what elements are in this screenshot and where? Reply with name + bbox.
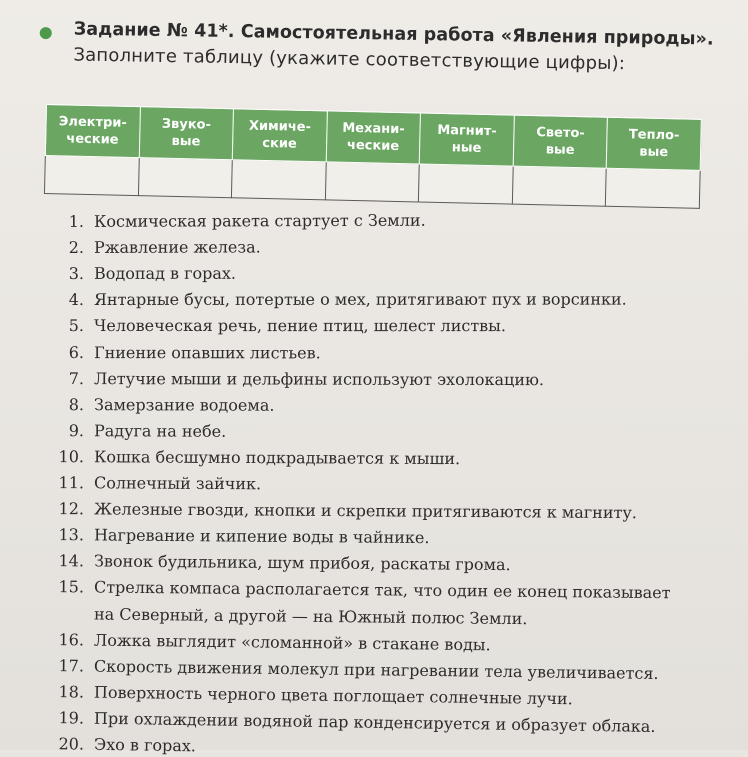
header-magnetic: Магнит- ные xyxy=(419,113,514,166)
item-number: 15. xyxy=(58,577,85,597)
answer-cell-electric[interactable] xyxy=(44,155,138,195)
answer-cell-light[interactable] xyxy=(512,166,606,206)
item-number: 19. xyxy=(58,708,85,728)
list-item xyxy=(46,289,627,311)
item-text: Солнечный зайчик. xyxy=(93,473,262,494)
item-number: 17. xyxy=(58,655,85,676)
item-number: 12. xyxy=(58,499,85,519)
list-item xyxy=(46,576,671,604)
item-text: Янтарные бусы, потертые о мех, притягивают пух и ворсинки. xyxy=(93,289,627,310)
header-thermal: Тепло- вые xyxy=(607,117,702,170)
header-chemical: Химиче- ские xyxy=(232,109,327,162)
list-item xyxy=(46,524,430,549)
item-text: Радуга на небе. xyxy=(93,420,227,441)
item-text-continuation: на Северный, а другой — на Южный полюс Земли. xyxy=(93,604,528,628)
header-mechanical: Механи- ческие xyxy=(326,111,421,164)
item-number: 8. xyxy=(68,394,85,414)
item-number: 7. xyxy=(68,368,85,388)
list-item xyxy=(46,707,656,738)
list-item xyxy=(46,681,573,710)
item-number: 2. xyxy=(68,237,85,258)
answer-cell-chemical[interactable] xyxy=(232,160,326,200)
item-number: 9. xyxy=(68,420,85,440)
item-text: Кошка бесшумно подкрадывается к мыши. xyxy=(93,447,461,468)
list-item xyxy=(46,237,261,260)
task-instruction: Заполните таблицу (укажите соответствующие цифры): xyxy=(73,44,626,75)
list-item xyxy=(46,394,275,417)
item-number: 16. xyxy=(58,629,85,650)
header-light: Свето- вые xyxy=(513,115,608,168)
task-title: Задание № 41*. Самостоятельная работа «Явления природы». xyxy=(73,18,714,50)
item-text: При охлаждении водяной пар конденсируется и образует облака. xyxy=(93,708,656,736)
answer-cell-sound[interactable] xyxy=(138,158,232,198)
item-number: 10. xyxy=(58,446,85,467)
item-number: 14. xyxy=(58,551,85,571)
item-text: Космическая ракета стартует с Земли. xyxy=(93,210,426,231)
item-number: 6. xyxy=(68,342,85,362)
item-number: 5. xyxy=(68,316,85,336)
header-electric: Электри- ческие xyxy=(45,105,140,158)
list-item xyxy=(46,368,544,391)
item-text: Замерзание водоема. xyxy=(93,394,275,415)
list-item xyxy=(46,629,491,656)
item-number: 3. xyxy=(68,264,85,284)
item-text: Поверхность черного цвета поглощает солнечные лучи. xyxy=(93,682,573,709)
item-text: Гниение опавших листьев. xyxy=(93,342,321,362)
item-text: Скорость движения молекул при нагревании тела увеличивается. xyxy=(93,656,659,683)
task-header xyxy=(40,18,730,75)
list-item xyxy=(46,550,511,576)
list-item xyxy=(46,446,460,470)
answer-cell-thermal[interactable] xyxy=(606,168,700,208)
phenomena-table xyxy=(44,104,702,212)
answer-cell-magnetic[interactable] xyxy=(419,164,513,204)
list-item xyxy=(46,498,637,524)
item-text: Железные гвозди, кнопки и скрепки притягиваются к магниту. xyxy=(93,499,637,523)
answer-cell-mechanical[interactable] xyxy=(325,162,419,202)
list-item-continuation xyxy=(46,603,528,630)
item-text: Эхо в горах. xyxy=(93,734,197,756)
list-item xyxy=(46,342,321,364)
list-item xyxy=(46,263,236,285)
item-number: 4. xyxy=(68,290,85,310)
list-item xyxy=(46,472,261,495)
header-sound: Звуко- вые xyxy=(139,107,234,160)
list-item xyxy=(46,315,506,337)
item-text: Ложка выглядит «сломанной» в стакане воды. xyxy=(93,630,491,654)
item-text: Водопад в горах. xyxy=(93,263,237,284)
item-text: Нагревание и кипение воды в чайнике. xyxy=(93,525,430,548)
item-text: Звонок будильника, шум прибоя, раскаты грома. xyxy=(93,551,511,575)
list-item xyxy=(46,210,426,233)
list-item xyxy=(46,733,196,757)
item-number: 20. xyxy=(58,734,85,754)
item-number: 13. xyxy=(58,525,85,545)
item-number: 18. xyxy=(58,681,85,702)
item-text: Ржавление железа. xyxy=(93,237,261,257)
item-number: 11. xyxy=(58,473,85,493)
list-item xyxy=(46,655,659,685)
item-text: Летучие мыши и дельфины используют эхолокацию. xyxy=(93,368,545,389)
list-item xyxy=(46,420,226,443)
item-number: 1. xyxy=(68,211,85,231)
green-bullet-icon xyxy=(40,27,52,39)
item-text: Стрелка компаса располагается так, что один ее конец показывает xyxy=(93,577,671,603)
item-text: Человеческая речь, пение птиц, шелест листвы. xyxy=(93,316,507,336)
